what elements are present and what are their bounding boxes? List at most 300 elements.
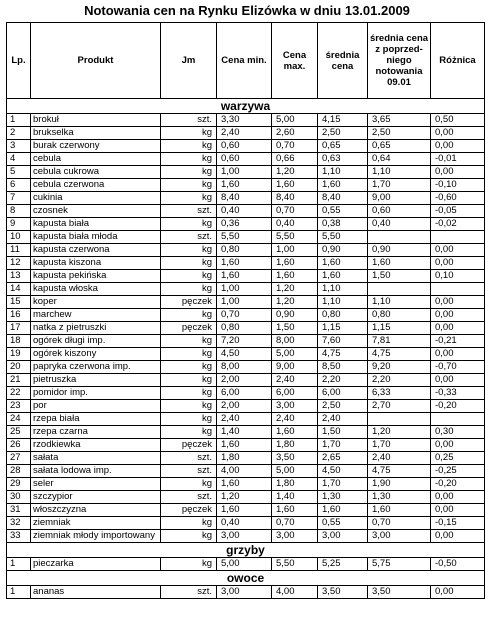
cell-srednia-poprz: 1,20 bbox=[368, 426, 431, 439]
cell-srednia-poprz: 1,10 bbox=[368, 166, 431, 179]
cell-srednia-poprz: 0,60 bbox=[368, 205, 431, 218]
cell-jm: kg bbox=[161, 478, 217, 491]
cell-cena-max: 1,60 bbox=[272, 257, 318, 270]
cell-cena-max: 1,50 bbox=[272, 322, 318, 335]
cell-jm: pęczek bbox=[161, 296, 217, 309]
cell-lp: 17 bbox=[7, 322, 31, 335]
cell-cena-max: 5,00 bbox=[272, 114, 318, 127]
cell-roznica: -0,21 bbox=[431, 335, 485, 348]
cell-lp: 30 bbox=[7, 491, 31, 504]
table-body bbox=[7, 99, 485, 599]
cell-cena-max: 9,00 bbox=[272, 361, 318, 374]
cell-roznica: 0,00 bbox=[431, 309, 485, 322]
cell-produkt: rzepa czarna bbox=[31, 426, 161, 439]
cell-lp: 31 bbox=[7, 504, 31, 517]
cell-lp: 1 bbox=[7, 114, 31, 127]
cell-jm: kg bbox=[161, 257, 217, 270]
cell-cena-max: 1,00 bbox=[272, 244, 318, 257]
cell-lp: 8 bbox=[7, 205, 31, 218]
cell-lp: 1 bbox=[7, 558, 31, 571]
cell-jm: szt. bbox=[161, 114, 217, 127]
cell-srednia: 1,10 bbox=[318, 283, 368, 296]
cell-roznica: -0,70 bbox=[431, 361, 485, 374]
cell-srednia-poprz: 0,90 bbox=[368, 244, 431, 257]
cell-srednia: 0,65 bbox=[318, 140, 368, 153]
cell-lp: 29 bbox=[7, 478, 31, 491]
cell-srednia: 4,15 bbox=[318, 114, 368, 127]
cell-srednia-poprz: 1,60 bbox=[368, 257, 431, 270]
cell-produkt: pieczarka bbox=[31, 558, 161, 571]
cell-cena-min: 7,20 bbox=[217, 335, 272, 348]
cell-cena-min: 0,80 bbox=[217, 244, 272, 257]
cell-srednia-poprz: 1,15 bbox=[368, 322, 431, 335]
cell-cena-max: 2,60 bbox=[272, 127, 318, 140]
table-row bbox=[7, 218, 485, 231]
cell-jm: szt. bbox=[161, 205, 217, 218]
cell-produkt: cukinia bbox=[31, 192, 161, 205]
cell-lp: 16 bbox=[7, 309, 31, 322]
cell-srednia-poprz: 1,50 bbox=[368, 270, 431, 283]
cell-lp: 1 bbox=[7, 586, 31, 599]
cell-srednia-poprz: 1,70 bbox=[368, 179, 431, 192]
cell-srednia-poprz: 7,81 bbox=[368, 335, 431, 348]
table-row bbox=[7, 127, 485, 140]
cell-roznica: 0,00 bbox=[431, 127, 485, 140]
cell-jm: kg bbox=[161, 192, 217, 205]
cell-produkt: kapusta biała młoda bbox=[31, 231, 161, 244]
cell-roznica: 0,00 bbox=[431, 166, 485, 179]
cell-roznica: 0,00 bbox=[431, 374, 485, 387]
cell-cena-min: 3,30 bbox=[217, 114, 272, 127]
cell-roznica: 0,00 bbox=[431, 586, 485, 599]
cell-jm: kg bbox=[161, 530, 217, 543]
table-row bbox=[7, 348, 485, 361]
cell-cena-max: 5,50 bbox=[272, 558, 318, 571]
cell-cena-max: 3,50 bbox=[272, 452, 318, 465]
cell-jm: szt. bbox=[161, 586, 217, 599]
cell-jm: kg bbox=[161, 244, 217, 257]
cell-srednia-poprz: 3,50 bbox=[368, 586, 431, 599]
cell-cena-max: 1,60 bbox=[272, 270, 318, 283]
cell-lp: 18 bbox=[7, 335, 31, 348]
cell-srednia: 0,90 bbox=[318, 244, 368, 257]
cell-cena-max: 8,40 bbox=[272, 192, 318, 205]
cell-srednia-poprz: 2,70 bbox=[368, 400, 431, 413]
cell-cena-max: 4,00 bbox=[272, 586, 318, 599]
cell-cena-max: 1,60 bbox=[272, 426, 318, 439]
cell-produkt: włoszczyzna bbox=[31, 504, 161, 517]
cell-cena-min: 2,40 bbox=[217, 127, 272, 140]
cell-produkt: ziemniak młody importowany bbox=[31, 530, 161, 543]
cell-roznica bbox=[431, 283, 485, 296]
cell-srednia: 0,55 bbox=[318, 205, 368, 218]
table-row bbox=[7, 114, 485, 127]
cell-produkt: rzodkiewka bbox=[31, 439, 161, 452]
cell-srednia: 3,00 bbox=[318, 530, 368, 543]
cell-roznica: -0,05 bbox=[431, 205, 485, 218]
cell-roznica: 0,00 bbox=[431, 244, 485, 257]
cell-produkt: pietruszka bbox=[31, 374, 161, 387]
cell-srednia-poprz: 5,75 bbox=[368, 558, 431, 571]
table-row bbox=[7, 504, 485, 517]
cell-roznica: 0,10 bbox=[431, 270, 485, 283]
cell-srednia-poprz: 4,75 bbox=[368, 465, 431, 478]
price-table bbox=[6, 22, 485, 599]
cell-jm: kg bbox=[161, 426, 217, 439]
cell-srednia-poprz: 0,64 bbox=[368, 153, 431, 166]
cell-srednia-poprz: 1,60 bbox=[368, 504, 431, 517]
cell-roznica: -0,20 bbox=[431, 400, 485, 413]
cell-srednia-poprz: 9,20 bbox=[368, 361, 431, 374]
cell-srednia-poprz: 1,70 bbox=[368, 439, 431, 452]
cell-produkt: burak czerwony bbox=[31, 140, 161, 153]
cell-lp: 33 bbox=[7, 530, 31, 543]
table-row bbox=[7, 452, 485, 465]
cell-lp: 3 bbox=[7, 140, 31, 153]
cell-roznica: -0,20 bbox=[431, 478, 485, 491]
cell-produkt: kapusta włoska bbox=[31, 283, 161, 296]
cell-cena-min: 4,50 bbox=[217, 348, 272, 361]
cell-cena-max: 2,40 bbox=[272, 374, 318, 387]
cell-srednia-poprz: 3,00 bbox=[368, 530, 431, 543]
cell-cena-min: 5,50 bbox=[217, 231, 272, 244]
cell-srednia: 1,10 bbox=[318, 296, 368, 309]
cell-srednia: 7,60 bbox=[318, 335, 368, 348]
table-row bbox=[7, 586, 485, 599]
table-row bbox=[7, 296, 485, 309]
cell-cena-min: 8,40 bbox=[217, 192, 272, 205]
cell-roznica: 0,00 bbox=[431, 322, 485, 335]
cell-srednia: 0,63 bbox=[318, 153, 368, 166]
cell-cena-max: 0,66 bbox=[272, 153, 318, 166]
cell-cena-min: 0,60 bbox=[217, 140, 272, 153]
cell-produkt: por bbox=[31, 400, 161, 413]
header-srednia: średnia cena bbox=[318, 23, 368, 99]
table-row bbox=[7, 140, 485, 153]
header-lp: Lp. bbox=[7, 23, 31, 99]
cell-roznica: -0,60 bbox=[431, 192, 485, 205]
cell-cena-min: 1,60 bbox=[217, 257, 272, 270]
header-jm: Jm bbox=[161, 23, 217, 99]
table-row bbox=[7, 153, 485, 166]
header-cena-max: Cena max. bbox=[272, 23, 318, 99]
table-row bbox=[7, 335, 485, 348]
cell-cena-min: 1,60 bbox=[217, 504, 272, 517]
header-roznica: Różnica bbox=[431, 23, 485, 99]
cell-cena-max: 0,70 bbox=[272, 517, 318, 530]
cell-jm: kg bbox=[161, 140, 217, 153]
cell-produkt: sałata bbox=[31, 452, 161, 465]
section-header-row bbox=[7, 571, 485, 586]
cell-cena-max: 1,20 bbox=[272, 166, 318, 179]
cell-produkt: kapusta biała bbox=[31, 218, 161, 231]
cell-jm: pęczek bbox=[161, 504, 217, 517]
cell-cena-max: 8,00 bbox=[272, 335, 318, 348]
cell-jm: kg bbox=[161, 335, 217, 348]
cell-srednia: 4,75 bbox=[318, 348, 368, 361]
cell-cena-max: 1,60 bbox=[272, 179, 318, 192]
cell-srednia: 6,00 bbox=[318, 387, 368, 400]
table-row bbox=[7, 270, 485, 283]
cell-srednia: 2,50 bbox=[318, 400, 368, 413]
cell-jm: szt. bbox=[161, 231, 217, 244]
cell-cena-max: 2,40 bbox=[272, 413, 318, 426]
cell-srednia: 4,50 bbox=[318, 465, 368, 478]
cell-srednia: 2,65 bbox=[318, 452, 368, 465]
cell-jm: kg bbox=[161, 166, 217, 179]
cell-produkt: natka z pietruszki bbox=[31, 322, 161, 335]
cell-lp: 28 bbox=[7, 465, 31, 478]
cell-srednia: 0,38 bbox=[318, 218, 368, 231]
cell-roznica: 0,25 bbox=[431, 452, 485, 465]
cell-lp: 4 bbox=[7, 153, 31, 166]
cell-cena-min: 3,00 bbox=[217, 586, 272, 599]
section-header-row bbox=[7, 543, 485, 558]
cell-jm: szt. bbox=[161, 491, 217, 504]
cell-jm: kg bbox=[161, 348, 217, 361]
cell-srednia-poprz bbox=[368, 283, 431, 296]
cell-roznica: -0,15 bbox=[431, 517, 485, 530]
cell-jm: kg bbox=[161, 387, 217, 400]
cell-cena-max: 1,20 bbox=[272, 283, 318, 296]
cell-lp: 25 bbox=[7, 426, 31, 439]
cell-lp: 27 bbox=[7, 452, 31, 465]
cell-produkt: marchew bbox=[31, 309, 161, 322]
cell-cena-min: 1,60 bbox=[217, 439, 272, 452]
cell-srednia: 5,25 bbox=[318, 558, 368, 571]
table-row bbox=[7, 387, 485, 400]
table-row bbox=[7, 491, 485, 504]
cell-jm: kg bbox=[161, 127, 217, 140]
cell-jm: pęczek bbox=[161, 439, 217, 452]
cell-produkt: brokuł bbox=[31, 114, 161, 127]
cell-cena-min: 5,00 bbox=[217, 558, 272, 571]
cell-lp: 2 bbox=[7, 127, 31, 140]
cell-lp: 6 bbox=[7, 179, 31, 192]
cell-produkt: cebula czerwona bbox=[31, 179, 161, 192]
cell-produkt: seler bbox=[31, 478, 161, 491]
cell-cena-min: 1,80 bbox=[217, 452, 272, 465]
cell-lp: 14 bbox=[7, 283, 31, 296]
cell-cena-max: 1,80 bbox=[272, 439, 318, 452]
cell-jm: kg bbox=[161, 218, 217, 231]
table-row bbox=[7, 465, 485, 478]
cell-roznica: -0,25 bbox=[431, 465, 485, 478]
cell-jm: kg bbox=[161, 283, 217, 296]
cell-cena-min: 4,00 bbox=[217, 465, 272, 478]
cell-srednia: 8,50 bbox=[318, 361, 368, 374]
table-row bbox=[7, 361, 485, 374]
table-row bbox=[7, 179, 485, 192]
cell-jm: kg bbox=[161, 374, 217, 387]
cell-srednia: 2,20 bbox=[318, 374, 368, 387]
cell-cena-min: 0,40 bbox=[217, 205, 272, 218]
cell-srednia: 1,60 bbox=[318, 504, 368, 517]
cell-srednia-poprz: 0,65 bbox=[368, 140, 431, 153]
cell-produkt: cebula bbox=[31, 153, 161, 166]
cell-srednia: 1,70 bbox=[318, 439, 368, 452]
cell-lp: 5 bbox=[7, 166, 31, 179]
cell-cena-min: 0,60 bbox=[217, 153, 272, 166]
cell-srednia-poprz bbox=[368, 413, 431, 426]
cell-cena-max: 3,00 bbox=[272, 530, 318, 543]
header-cena-min: Cena min. bbox=[217, 23, 272, 99]
header-srednia-poprz: średnia cena z poprzed-niego notowania 09.01 bbox=[368, 23, 431, 99]
cell-produkt: brukselka bbox=[31, 127, 161, 140]
cell-srednia: 2,40 bbox=[318, 413, 368, 426]
table-row bbox=[7, 517, 485, 530]
cell-srednia-poprz: 3,65 bbox=[368, 114, 431, 127]
cell-srednia-poprz: 2,40 bbox=[368, 452, 431, 465]
table-row bbox=[7, 413, 485, 426]
section-title: warzywa bbox=[7, 99, 485, 114]
cell-cena-min: 1,60 bbox=[217, 270, 272, 283]
cell-cena-max: 1,80 bbox=[272, 478, 318, 491]
cell-cena-min: 1,00 bbox=[217, 296, 272, 309]
cell-cena-min: 6,00 bbox=[217, 387, 272, 400]
section-header-row bbox=[7, 99, 485, 114]
header-row bbox=[7, 23, 485, 99]
cell-jm: kg bbox=[161, 309, 217, 322]
cell-cena-max: 0,90 bbox=[272, 309, 318, 322]
cell-produkt: sałata lodowa imp. bbox=[31, 465, 161, 478]
table-row bbox=[7, 257, 485, 270]
cell-srednia: 1,50 bbox=[318, 426, 368, 439]
cell-roznica: -0,50 bbox=[431, 558, 485, 571]
cell-produkt: ogórek długi imp. bbox=[31, 335, 161, 348]
cell-srednia-poprz: 4,75 bbox=[368, 348, 431, 361]
cell-srednia-poprz: 6,33 bbox=[368, 387, 431, 400]
cell-cena-min: 1,60 bbox=[217, 179, 272, 192]
cell-produkt: czosnek bbox=[31, 205, 161, 218]
cell-cena-min: 3,00 bbox=[217, 530, 272, 543]
cell-roznica: 0,00 bbox=[431, 439, 485, 452]
cell-roznica: 0,00 bbox=[431, 491, 485, 504]
cell-produkt: papryka czerwona imp. bbox=[31, 361, 161, 374]
cell-jm: kg bbox=[161, 517, 217, 530]
table-row bbox=[7, 166, 485, 179]
cell-produkt: pomidor imp. bbox=[31, 387, 161, 400]
table-row bbox=[7, 558, 485, 571]
cell-lp: 20 bbox=[7, 361, 31, 374]
cell-produkt: szczypior bbox=[31, 491, 161, 504]
cell-cena-min: 1,00 bbox=[217, 283, 272, 296]
cell-srednia: 1,10 bbox=[318, 166, 368, 179]
cell-roznica: 0,50 bbox=[431, 114, 485, 127]
cell-cena-min: 0,80 bbox=[217, 322, 272, 335]
cell-srednia: 5,50 bbox=[318, 231, 368, 244]
cell-srednia: 1,60 bbox=[318, 270, 368, 283]
cell-jm: szt. bbox=[161, 452, 217, 465]
cell-jm: pęczek bbox=[161, 322, 217, 335]
cell-lp: 21 bbox=[7, 374, 31, 387]
section-title: owoce bbox=[7, 571, 485, 586]
cell-srednia: 0,80 bbox=[318, 309, 368, 322]
cell-roznica: 0,00 bbox=[431, 257, 485, 270]
cell-roznica: -0,10 bbox=[431, 179, 485, 192]
cell-lp: 9 bbox=[7, 218, 31, 231]
table-row bbox=[7, 322, 485, 335]
cell-roznica bbox=[431, 413, 485, 426]
cell-cena-max: 5,50 bbox=[272, 231, 318, 244]
cell-cena-min: 2,40 bbox=[217, 413, 272, 426]
cell-roznica: 0,00 bbox=[431, 296, 485, 309]
cell-srednia: 1,30 bbox=[318, 491, 368, 504]
cell-cena-min: 0,40 bbox=[217, 517, 272, 530]
table-row bbox=[7, 439, 485, 452]
cell-cena-max: 0,70 bbox=[272, 140, 318, 153]
cell-srednia-poprz bbox=[368, 231, 431, 244]
cell-produkt: koper bbox=[31, 296, 161, 309]
cell-roznica: 0,00 bbox=[431, 504, 485, 517]
cell-produkt: ananas bbox=[31, 586, 161, 599]
cell-srednia-poprz: 2,20 bbox=[368, 374, 431, 387]
table-row bbox=[7, 192, 485, 205]
cell-lp: 12 bbox=[7, 257, 31, 270]
cell-produkt: ogórek kiszony bbox=[31, 348, 161, 361]
cell-produkt: rzepa biała bbox=[31, 413, 161, 426]
table-row bbox=[7, 374, 485, 387]
cell-lp: 22 bbox=[7, 387, 31, 400]
cell-roznica: 0,00 bbox=[431, 348, 485, 361]
cell-roznica: -0,01 bbox=[431, 153, 485, 166]
cell-srednia-poprz: 0,40 bbox=[368, 218, 431, 231]
cell-lp: 13 bbox=[7, 270, 31, 283]
cell-jm: kg bbox=[161, 400, 217, 413]
cell-jm: kg bbox=[161, 153, 217, 166]
cell-produkt: ziemniak bbox=[31, 517, 161, 530]
cell-cena-max: 1,60 bbox=[272, 504, 318, 517]
cell-cena-max: 1,40 bbox=[272, 491, 318, 504]
table-row bbox=[7, 244, 485, 257]
cell-srednia: 3,50 bbox=[318, 586, 368, 599]
cell-jm: kg bbox=[161, 413, 217, 426]
table-row bbox=[7, 205, 485, 218]
cell-cena-max: 0,70 bbox=[272, 205, 318, 218]
cell-roznica: -0,02 bbox=[431, 218, 485, 231]
cell-cena-max: 1,20 bbox=[272, 296, 318, 309]
cell-lp: 11 bbox=[7, 244, 31, 257]
cell-srednia-poprz: 2,50 bbox=[368, 127, 431, 140]
cell-srednia-poprz: 1,30 bbox=[368, 491, 431, 504]
cell-srednia-poprz: 0,80 bbox=[368, 309, 431, 322]
cell-lp: 7 bbox=[7, 192, 31, 205]
cell-produkt: kapusta czerwona bbox=[31, 244, 161, 257]
cell-lp: 23 bbox=[7, 400, 31, 413]
cell-srednia-poprz: 0,70 bbox=[368, 517, 431, 530]
cell-produkt: cebula cukrowa bbox=[31, 166, 161, 179]
cell-produkt: kapusta kiszona bbox=[31, 257, 161, 270]
cell-cena-min: 8,00 bbox=[217, 361, 272, 374]
cell-cena-max: 0,40 bbox=[272, 218, 318, 231]
cell-srednia-poprz: 1,90 bbox=[368, 478, 431, 491]
cell-cena-min: 0,36 bbox=[217, 218, 272, 231]
cell-cena-min: 1,60 bbox=[217, 478, 272, 491]
cell-srednia: 1,60 bbox=[318, 257, 368, 270]
table-row bbox=[7, 400, 485, 413]
cell-srednia-poprz: 9,00 bbox=[368, 192, 431, 205]
cell-cena-min: 2,00 bbox=[217, 374, 272, 387]
cell-cena-max: 5,00 bbox=[272, 348, 318, 361]
cell-jm: kg bbox=[161, 558, 217, 571]
cell-roznica: 0,30 bbox=[431, 426, 485, 439]
cell-jm: kg bbox=[161, 179, 217, 192]
cell-roznica: -0,33 bbox=[431, 387, 485, 400]
cell-cena-min: 1,40 bbox=[217, 426, 272, 439]
cell-roznica: 0,00 bbox=[431, 530, 485, 543]
cell-srednia-poprz: 1,10 bbox=[368, 296, 431, 309]
cell-jm: szt. bbox=[161, 465, 217, 478]
